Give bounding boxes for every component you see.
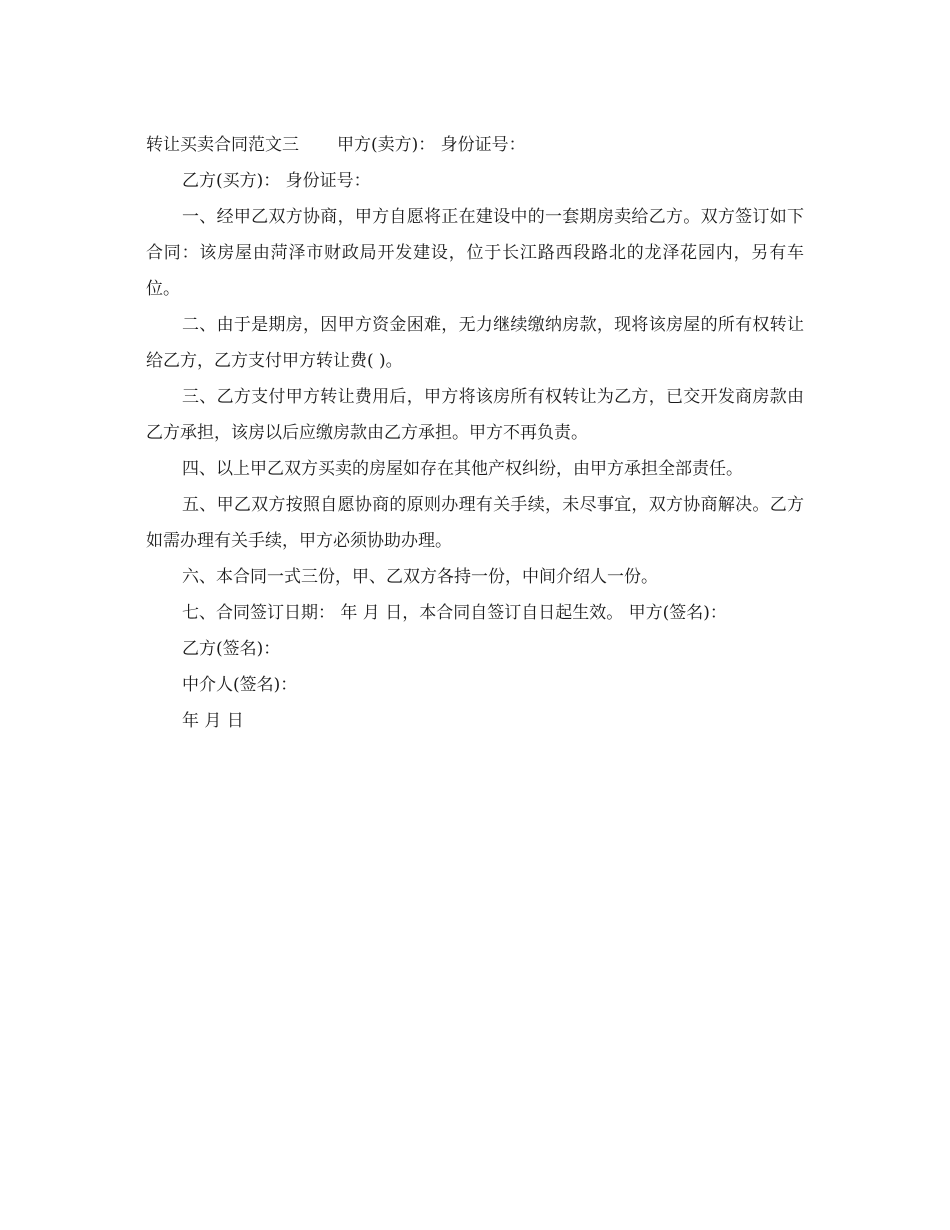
signature-date: 年 月 日 <box>182 711 244 731</box>
document-title: 转让买卖合同范文三 <box>146 135 299 155</box>
signature-agent: 中介人(签名)： <box>182 675 298 695</box>
header-line <box>146 127 804 163</box>
clause-2: 二、由于是期房，因甲方资金困难，无力继续缴纳房款，现将该房屋的所有权转让给乙方，乙方支付甲方转让费( )。 <box>146 315 804 371</box>
contract-body <box>146 127 804 739</box>
party-a-line: 甲方(卖方)： 身份证号： <box>337 135 526 155</box>
clause-1: 一、经甲乙双方协商，甲方自愿将正在建设中的一套期房卖给乙方。双方签订如下合同：该房屋由菏泽市财政局开发建设，位于长江路西段路北的龙泽花园内，另有车位。 <box>146 207 804 299</box>
party-b-line: 乙方(买方)： 身份证号： <box>182 171 371 191</box>
clause-5: 五、甲乙双方按照自愿协商的原则办理有关手续，未尽事宜，双方协商解决。乙方如需办理有关手续，甲方必须协助办理。 <box>146 495 804 551</box>
signature-party-b: 乙方(签名)： <box>182 639 281 659</box>
clause-4: 四、以上甲乙双方买卖的房屋如存在其他产权纠纷，由甲方承担全部责任。 <box>182 459 743 479</box>
clause-7: 七、合同签订日期： 年 月 日，本合同自签订自日起生效。 甲方(签名)： <box>182 603 727 623</box>
clause-3: 三、乙方支付甲方转让费用后，甲方将该房所有权转让为乙方，已交开发商房款由乙方承担，该房以后应缴房款由乙方承担。甲方不再负责。 <box>146 387 804 443</box>
clause-6: 六、本合同一式三份，甲、乙双方各持一份，中间介绍人一份。 <box>182 567 658 587</box>
